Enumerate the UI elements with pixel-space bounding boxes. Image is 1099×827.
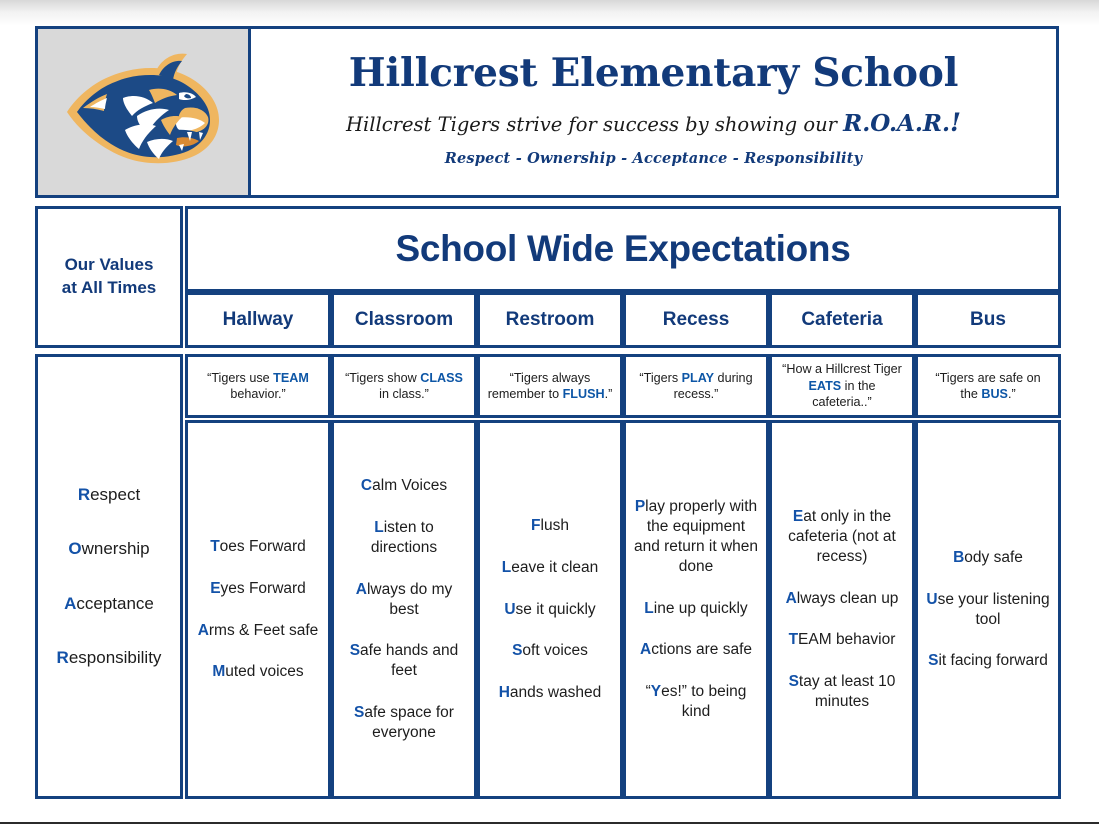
value-initial: O <box>68 539 82 559</box>
rules-cell-bus <box>915 420 1061 799</box>
rule-initial: L <box>644 599 654 617</box>
column-quote <box>626 367 766 406</box>
school-tagline <box>346 108 961 137</box>
rule-item <box>198 621 319 641</box>
tagline-exclamation: ! <box>949 107 961 137</box>
column-header-label: Bus <box>970 309 1006 330</box>
value-item <box>68 539 149 559</box>
value-initial: R <box>77 484 91 504</box>
rule-item <box>502 558 599 578</box>
rule-item <box>340 703 468 743</box>
rule-initial: E <box>210 579 221 597</box>
rule-text: afe hands and feet <box>360 642 459 680</box>
masthead <box>35 26 1059 198</box>
value-item <box>78 485 140 505</box>
rule-item <box>504 600 595 620</box>
rule-item <box>210 579 306 599</box>
expectations-poster <box>35 26 1059 799</box>
school-title: Hillcrest Elementary School <box>348 50 959 97</box>
quote-cell-recess <box>623 354 769 418</box>
rule-initial: P <box>634 498 646 516</box>
value-text: esponsibility <box>68 647 162 667</box>
section-title-cell <box>185 206 1061 292</box>
value-text: espect <box>90 484 141 504</box>
expectations-grid <box>35 206 1059 799</box>
rule-text: es!” to being kind <box>661 683 747 720</box>
column-quote <box>334 367 474 406</box>
rule-text: rms & Feet safe <box>208 621 319 639</box>
quote-cell-bus <box>915 354 1061 418</box>
column-header-bus <box>915 292 1061 348</box>
rule-item <box>928 651 1048 671</box>
values-list-cell <box>35 354 183 799</box>
tiger-mascot-logo-icon <box>53 46 233 178</box>
quote-text: in the cafeteria..” <box>812 378 876 410</box>
values-column-header <box>35 206 183 348</box>
rule-text: at only in the cafeteria (not at recess) <box>788 508 896 565</box>
rule-initial: A <box>355 580 367 598</box>
tagline-roar: R.O.A.R. <box>843 109 950 137</box>
rule-initial: A <box>785 589 797 607</box>
rule-initial: L <box>374 519 384 537</box>
quote-text: “Tigers <box>639 370 682 385</box>
rule-text: afe space for everyone <box>364 704 454 741</box>
column-header-classroom <box>331 292 477 348</box>
rule-item <box>361 476 447 496</box>
quote-text: “Tigers show <box>345 370 421 385</box>
rule-initial: S <box>354 704 365 722</box>
column-quote <box>918 367 1058 406</box>
rule-text: lay properly with the equipment and return it when done <box>633 498 759 575</box>
quote-keyword: CLASS <box>420 370 463 385</box>
column-header-cafeteria <box>769 292 915 348</box>
rule-item <box>340 518 468 558</box>
rule-item <box>340 580 468 620</box>
rule-text: ody safe <box>964 548 1023 566</box>
quote-keyword: EATS <box>808 378 842 393</box>
rule-text: isten to directions <box>370 519 438 556</box>
title-cell <box>251 26 1059 198</box>
rule-text: ine up quickly <box>653 599 748 617</box>
value-initial: A <box>64 593 77 613</box>
rule-item <box>632 497 760 576</box>
rule-item <box>210 537 306 557</box>
rule-item <box>212 662 303 682</box>
quote-text: “Tigers always remember to <box>487 370 591 401</box>
rule-initial: S <box>928 652 939 670</box>
rules-cell-restroom <box>477 420 623 799</box>
rule-text: ctions are safe <box>651 641 752 659</box>
rule-initial: B <box>953 548 965 566</box>
column-header-recess <box>623 292 769 348</box>
quote-keyword: TEAM <box>273 370 309 385</box>
value-text: cceptance <box>76 593 154 613</box>
quote-text: .” <box>1007 387 1016 401</box>
column-header-restroom <box>477 292 623 348</box>
rule-text: oft voices <box>522 642 588 660</box>
rule-item <box>778 507 906 566</box>
rule-item <box>778 672 906 712</box>
rules-cell-cafeteria <box>769 420 915 799</box>
quote-cell-cafeteria <box>769 354 915 418</box>
quote-cell-restroom <box>477 354 623 418</box>
rule-initial: U <box>926 590 938 608</box>
rule-text: lways do my best <box>366 580 453 618</box>
rule-initial: C <box>360 477 373 495</box>
value-item <box>57 648 162 668</box>
rule-initial: T <box>210 537 220 555</box>
section-title: School Wide Expectations <box>395 228 851 269</box>
values-column-header-label <box>62 254 156 300</box>
quote-text: “Tigers use <box>207 370 274 385</box>
rule-item <box>499 683 602 703</box>
rules-cell-recess <box>623 420 769 799</box>
tagline-text: Hillcrest Tigers strive for success by showing our <box>346 112 844 136</box>
column-header-label: Hallway <box>222 309 294 330</box>
rule-item <box>786 589 899 609</box>
rule-text: se it quickly <box>515 600 596 618</box>
quote-keyword: PLAY <box>681 370 715 385</box>
column-quote <box>772 358 912 413</box>
rule-prefix: “ <box>645 683 651 701</box>
quote-keyword: FLUSH <box>562 387 605 401</box>
column-header-label: Recess <box>662 309 730 330</box>
values-header-line-2: at All Times <box>61 278 157 297</box>
rule-initial: Y <box>650 683 662 701</box>
rule-item <box>789 630 896 650</box>
rule-item <box>953 548 1023 568</box>
column-header-label: Cafeteria <box>801 309 883 330</box>
logo-cell <box>35 26 251 198</box>
rule-text: yes Forward <box>220 579 306 597</box>
quote-text: behavior.” <box>230 387 286 401</box>
quote-text: during recess.” <box>673 370 753 401</box>
quote-cell-classroom <box>331 354 477 418</box>
rule-initial: U <box>504 600 516 618</box>
rule-text: alm Voices <box>372 477 448 495</box>
rule-initial: S <box>512 642 523 660</box>
rule-text: lush <box>540 516 569 534</box>
quote-keyword: BUS <box>981 387 1008 401</box>
value-item <box>64 594 154 614</box>
rules-cell-hallway <box>185 420 331 799</box>
rule-item <box>340 641 468 681</box>
roar-values-line: Respect - Ownership - Acceptance - Responsibility <box>444 149 863 167</box>
rule-text: ands washed <box>509 684 602 702</box>
value-text: wnership <box>81 539 150 559</box>
rule-item <box>512 641 588 661</box>
rule-item <box>644 599 747 619</box>
quote-cell-hallway <box>185 354 331 418</box>
rule-initial: S <box>788 673 799 691</box>
rule-item <box>924 590 1052 630</box>
rule-text: it facing forward <box>938 652 1048 670</box>
rule-text: oes Forward <box>219 537 306 555</box>
rule-item <box>640 640 752 660</box>
column-header-hallway <box>185 292 331 348</box>
rule-initial: A <box>639 641 652 659</box>
rule-initial: T <box>788 631 799 649</box>
rule-initial: L <box>501 558 512 576</box>
rule-text: eave it clean <box>511 558 599 576</box>
rule-text: EAM behavior <box>798 631 896 649</box>
value-initial: R <box>56 647 69 667</box>
rule-initial: H <box>498 684 510 702</box>
column-header-label: Restroom <box>505 309 595 330</box>
rule-initial: F <box>531 516 541 534</box>
rule-initial: A <box>197 621 209 639</box>
rule-initial: S <box>349 642 361 660</box>
rule-item <box>632 682 760 722</box>
quote-text: “How a Hillcrest Tiger <box>782 362 902 377</box>
column-quote <box>188 367 328 406</box>
column-header-label: Classroom <box>354 309 454 330</box>
rule-initial: M <box>212 663 226 681</box>
rule-text: lways clean up <box>796 589 899 607</box>
rules-cell-classroom <box>331 420 477 799</box>
quote-text: .” <box>604 387 613 401</box>
rule-text: uted voices <box>225 663 304 681</box>
column-quote <box>480 367 620 406</box>
values-header-line-1: Our Values <box>64 255 154 275</box>
rule-item <box>531 516 569 536</box>
rule-text: tay at least 10 minutes <box>798 673 896 711</box>
quote-text: in class.” <box>379 387 429 401</box>
rule-text: se your listening tool <box>937 590 1050 628</box>
bottom-rule <box>0 822 1099 824</box>
quote-text: “Tigers are safe on the <box>935 370 1041 401</box>
rule-initial: E <box>792 508 804 526</box>
